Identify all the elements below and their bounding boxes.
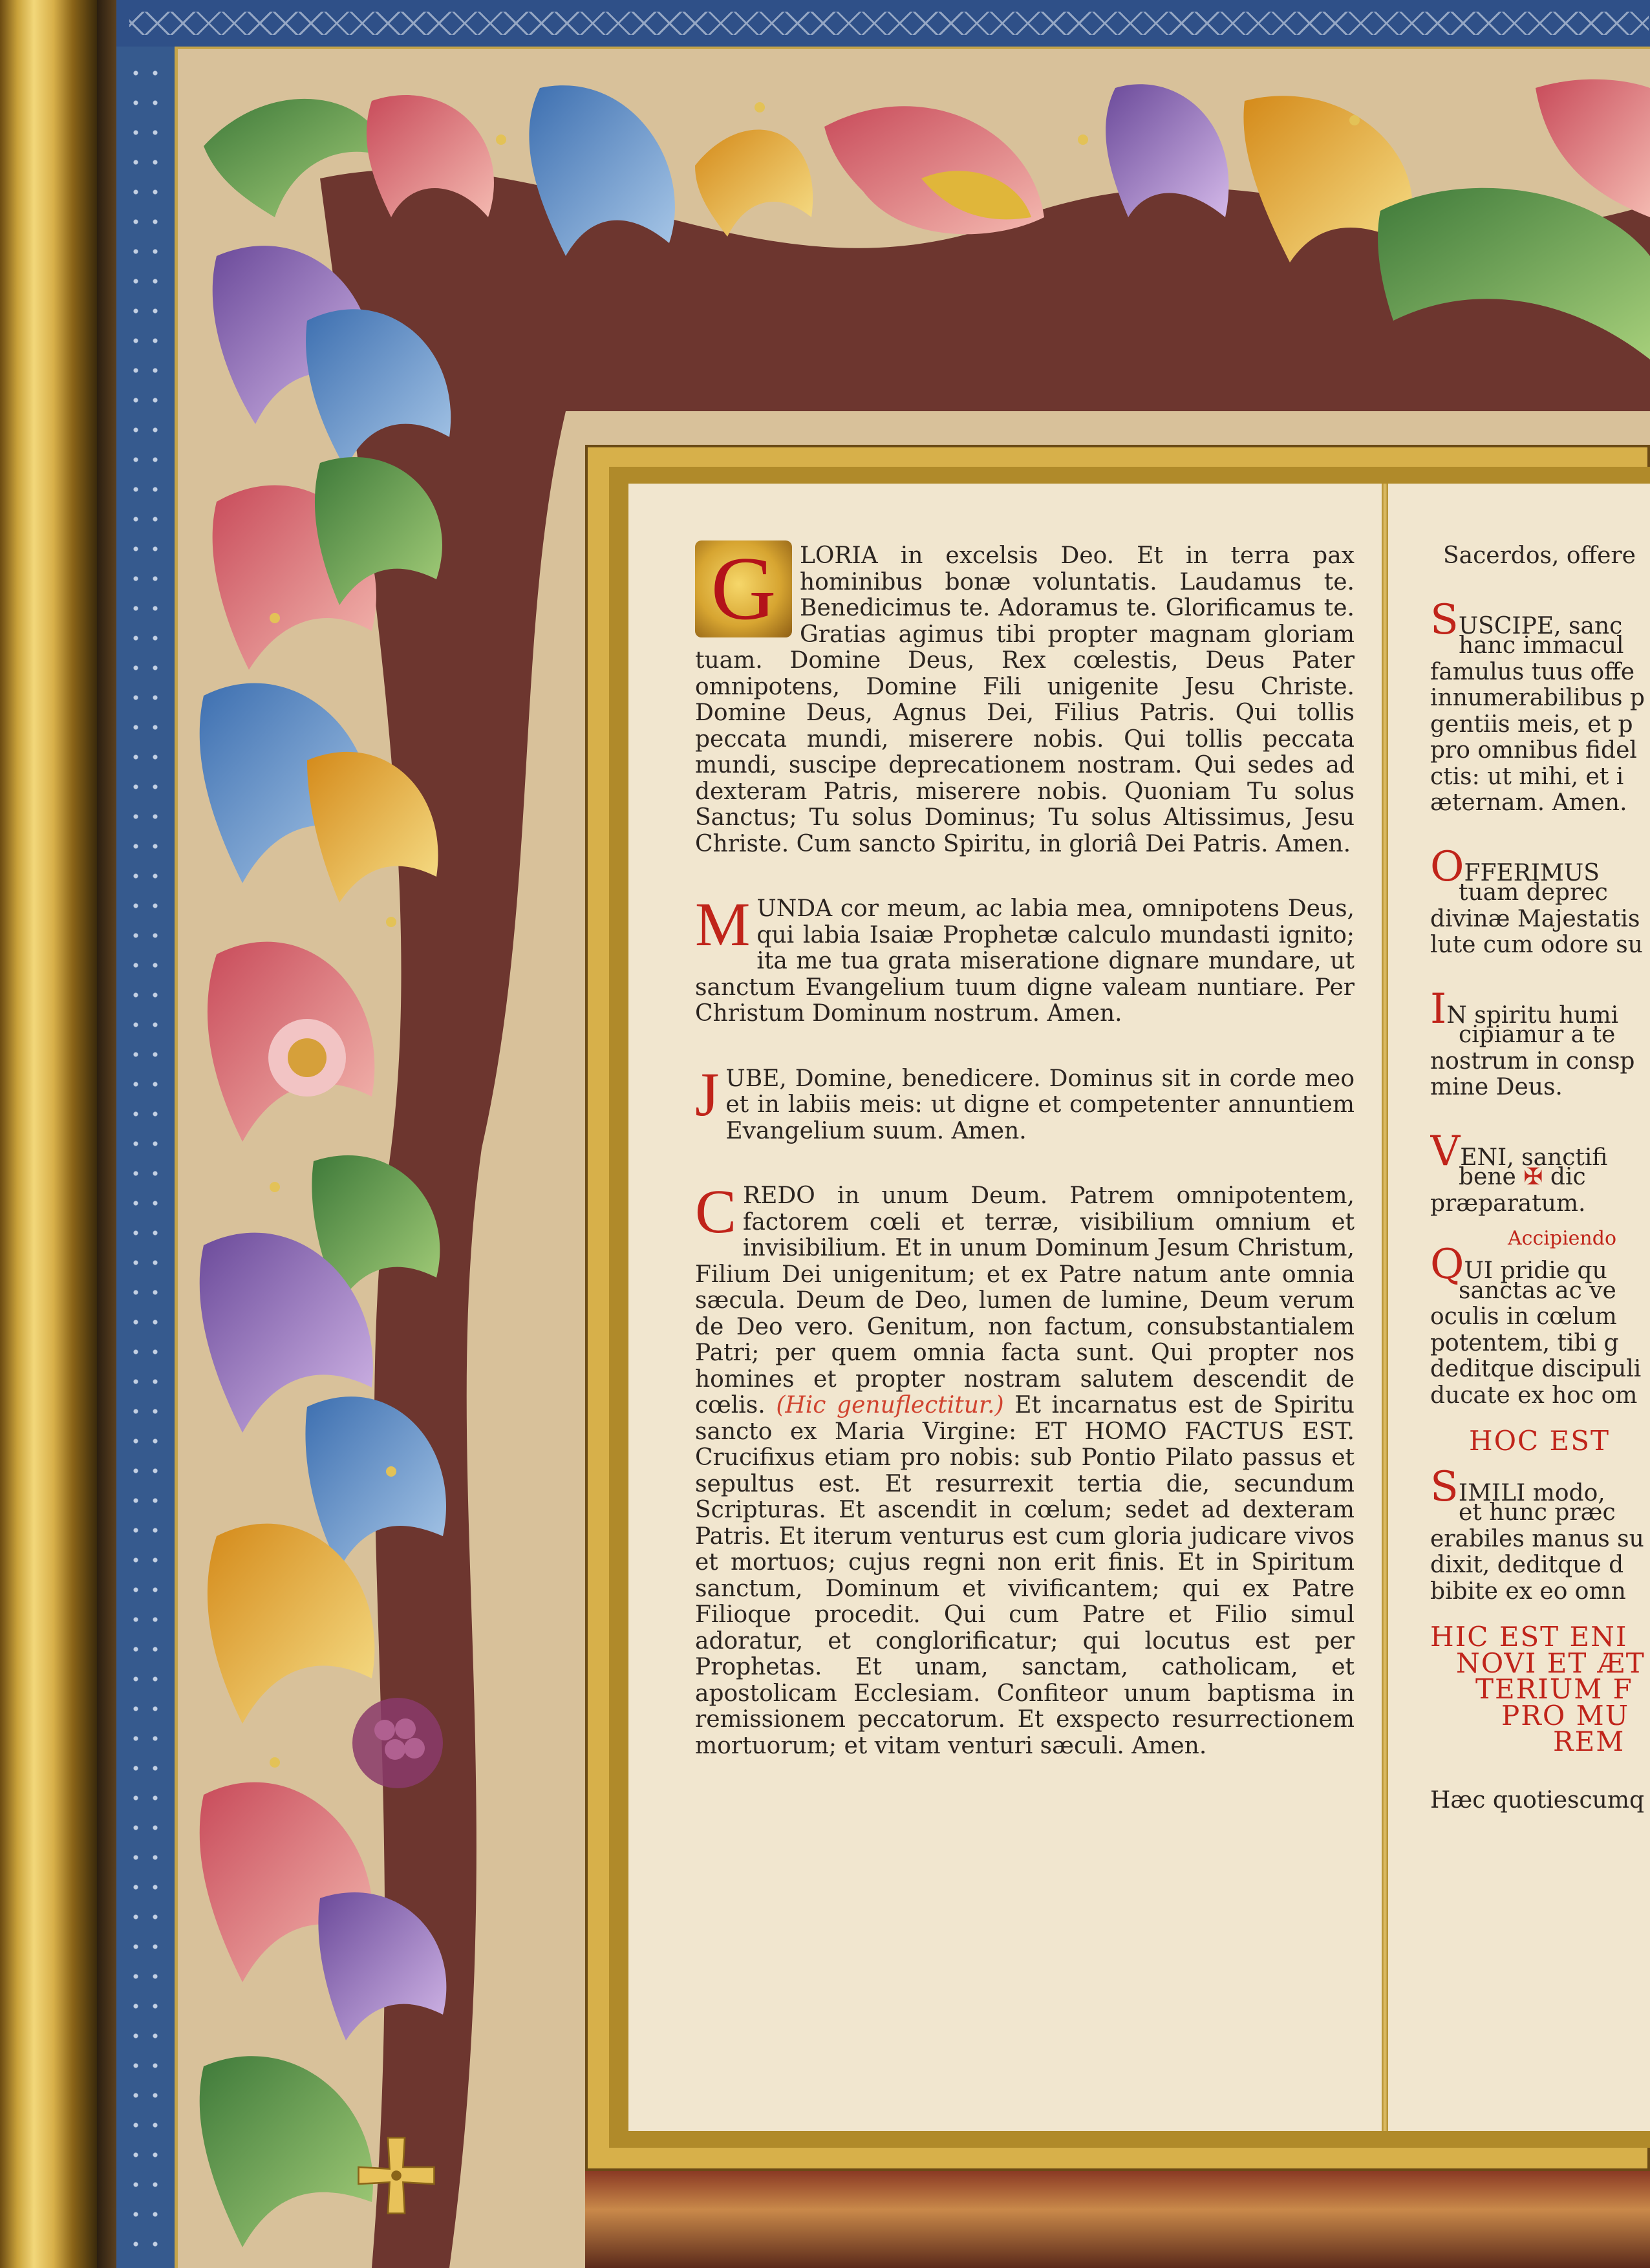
jube-text: UBE, Domine, benedicere. Dominus sit in corde meo et in labiis meis: ut digne et competenter annuntiem Evangelium suum. Amen. [725, 1065, 1355, 1144]
in-spiritu-line-1 [1430, 985, 1650, 1033]
veni-line-3: præparatum. [1430, 1190, 1586, 1217]
simili-line-1 [1430, 1462, 1650, 1511]
hoc-est-heading: HOC EST [1469, 1425, 1610, 1457]
rubric-accipiendo: Accipiendo [1508, 1227, 1617, 1250]
paragraph-credo [695, 1177, 1355, 1759]
simili-line-5: bibite ex eo omn [1430, 1578, 1626, 1605]
star-pattern [126, 58, 165, 2256]
initial-s: S [1430, 595, 1459, 644]
offerimus-text-1: FFERIMUS [1464, 859, 1600, 886]
suscipe-line-3: famulus tuus offe [1430, 658, 1635, 685]
veni-line-2 [1430, 1164, 1650, 1191]
suscipe-line-6: pro omnibus fidel [1430, 737, 1637, 764]
initial-j: J [695, 1059, 720, 1129]
suscipe-line-5: gentiis meis, et p [1430, 711, 1633, 738]
suscipe-line-7: ctis: ut mihi, et i [1430, 763, 1624, 790]
qui-line-4: potentem, tibi g [1430, 1329, 1619, 1356]
illuminated-initial-g: G [695, 540, 792, 637]
haec-quotiescumque: Hæc quotiescumq [1430, 1786, 1645, 1813]
veni-line-1 [1430, 1127, 1650, 1175]
bottom-ornament-band [585, 2171, 1650, 2268]
qui-line-2: sanctas ac ve [1459, 1277, 1616, 1304]
simili-line-4: dixit, deditque d [1430, 1552, 1624, 1578]
offerimus-line-2: tuam deprec [1459, 879, 1608, 906]
credo-text-b: Et incarnatus est de Spiritu sancto ex Maria Virgine: ET HOMO FACTUS EST. Crucifixus etiam pro nobis: sub Pontio Pilato passus et sepultus est. Et resurrexit tertia die, secundum Scripturas. Et ascendit in cœlum; sedet ad dexteram Patris. Et iterum venturus est cum gloria judicare vivos et mortuos; cujus regni non erit finis. Et in Spiritum sanctum, Dominum et vivificantem; qui ex Patre Filioque procedit. Qui cum Patre et Filio simul adoratur, et conglorificatur; qui locutus est per Prophetas. Et unam, sanctam, catholicam, et apostolicam Ecclesiam. Confiteor unum baptisma in remissionem peccatorum. Et exspecto resurrectionem mortuorum; et vitam venturi sæculi. Amen. [695, 1392, 1355, 1759]
suscipe-line-1 [1430, 595, 1650, 644]
initial-i: I [1430, 985, 1447, 1033]
initial-s2: S [1430, 1462, 1459, 1511]
gilt-frame-edge [97, 0, 116, 2268]
offerimus-line-3: divinæ Majestatis [1430, 905, 1640, 932]
qui-line-3: oculis in cœlum [1430, 1303, 1617, 1330]
paragraph-jube [695, 1059, 1355, 1145]
qui-line-5: deditque discipuli [1430, 1356, 1642, 1382]
rubric-sacerdos: Sacerdos, offere [1443, 543, 1636, 569]
rubric-genuflectitur: (Hic genuflectitur.) [776, 1392, 1004, 1418]
simili-text-1: IMILI modo, [1458, 1479, 1605, 1506]
qui-text-1: UI pridie qu [1464, 1257, 1607, 1284]
qui-line-6: ducate ex hoc om [1430, 1382, 1638, 1409]
paragraph-munda [695, 890, 1355, 1027]
suscipe-line-4: innumerabilibus p [1430, 685, 1645, 711]
in-spiritu-line-3: nostrum in consp [1430, 1047, 1635, 1075]
hic-est-line-2: NOVI ET ÆT [1456, 1647, 1645, 1679]
gold-cross-icon [354, 2134, 438, 2218]
paragraph-gloria [695, 539, 1355, 857]
suscipe-text-1: USCIPE, sanc [1458, 612, 1623, 639]
suscipe-line-2: hanc immacul [1459, 632, 1624, 659]
initial-m: M [695, 890, 751, 959]
zigzag-pattern [129, 12, 1649, 35]
hic-est-line-1: HIC EST ENI [1430, 1621, 1628, 1653]
in-spiritu-text-1: N spiritu humi [1446, 1001, 1619, 1029]
in-spiritu-line-2: cipiamur a te [1459, 1022, 1616, 1048]
credo-text-a: REDO in unum Deum. Patrem omnipotentem, factorem cœli et terræ, visibilium omnium et invisibilium. Et in unum Dominum Jesum Christum, Filium Dei unigenitum; et ex Patre natum ante omnia sæcula. Deum de Deo, lumen de lumine, Deum verum de Deo vero. Genitum, non factum, consubstantialem Patri; per quem omnia facta sunt. Qui propter nos homines et propter nostram salutem descendit de cœlis. [695, 1182, 1355, 1418]
initial-v: V [1430, 1127, 1461, 1175]
initial-o: O [1430, 842, 1464, 891]
initial-c: C [695, 1177, 737, 1246]
text-column-left [695, 539, 1355, 1798]
hic-est-line-3: TERIUM F [1475, 1673, 1633, 1705]
column-divider [1382, 484, 1388, 2131]
hic-est-line-4: PRO MU [1501, 1699, 1630, 1731]
simili-line-3: erabiles manus su [1430, 1525, 1644, 1552]
qui-line-1 [1430, 1241, 1650, 1289]
gilt-frame [0, 0, 97, 2268]
text-column-right [1430, 543, 1650, 1813]
simili-line-2: et hunc præc [1459, 1499, 1616, 1526]
hic-est-line-5: REM [1553, 1726, 1625, 1757]
munda-text: UNDA cor meum, ac labia mea, omnipotens Deus, qui labia Isaiæ Prophetæ calculo mundasti ignito; ita me tua grata miseratione dignare mundare, ut sanctum Evangelium tuum digne valeam nuntiare. Per Christum Dominum nostrum. Amen. [695, 895, 1355, 1027]
in-spiritu-line-4: mine Deus. [1430, 1074, 1563, 1100]
veni-bene: bene [1459, 1164, 1516, 1190]
veni-dic: dic [1550, 1164, 1586, 1190]
red-cross-icon: ✠ [1523, 1164, 1543, 1190]
veni-text-1: ENI, sanctifi [1460, 1144, 1608, 1171]
initial-q: Q [1430, 1241, 1464, 1289]
gloria-text: LORIA in excelsis Deo. Et in terra pax hominibus bonæ voluntatis. Laudamus te. Benedicimus te. Adoramus te. Glorificamus te. Gratias agimus tibi propter magnam gloriam tuam. Domine Deus, Rex cœlestis, Deus Pater omnipotens, Domine Fili unigenite Jesu Christe. Domine Deus, Agnus Dei, Filius Patris. Qui tollis peccata mundi, miserere nobis. Qui tollis peccata mundi, suscipe deprecationem nostram. Qui sedes ad dexteram Patris, miserere nobis. Quoniam Tu solus Sanctus; Tu solus Dominus; Tu solus Altissimus, Jesu Christe. Cum sancto Spiritu, in gloriâ Dei Patris. Amen. [695, 542, 1355, 857]
offerimus-line-4: lute cum odore su [1430, 932, 1643, 958]
suscipe-line-8: æternam. Amen. [1430, 789, 1627, 816]
offerimus-line-1 [1430, 842, 1650, 891]
